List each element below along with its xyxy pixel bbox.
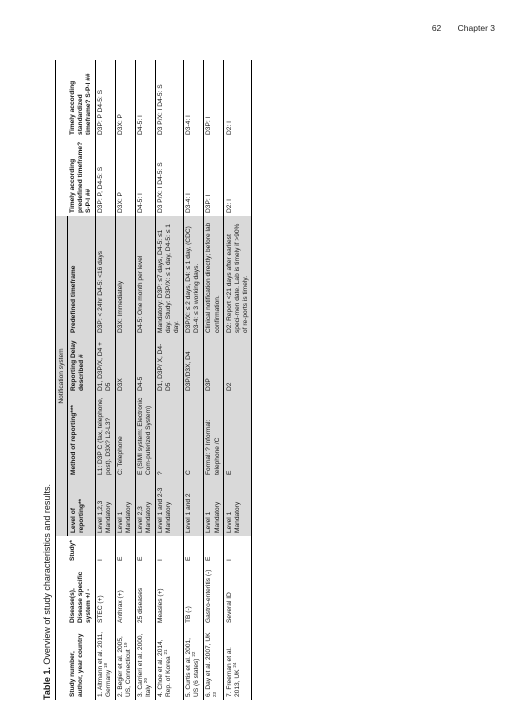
table-row [224, 60, 252, 700]
table-row [115, 60, 135, 700]
cell-text: Level 1 Mandatory [225, 501, 241, 533]
cell-level [183, 478, 203, 536]
cell-text: Anthrax (+) [117, 590, 125, 623]
cell-timely-standardized [203, 60, 223, 138]
cell-text: D3-4: I [185, 193, 193, 213]
cell-level [135, 478, 155, 536]
cell-timely-predefined [203, 138, 223, 216]
cell-timely-standardized [224, 60, 252, 138]
reference-number: 23 [211, 691, 217, 697]
cell-text: D3P/D3X, D4 [185, 351, 193, 391]
header-group-row [56, 60, 68, 700]
cell-study [203, 626, 223, 700]
cell-text: D3P: P, D4-5: S [97, 166, 105, 213]
cell-timeframe [183, 216, 203, 336]
cell-timely-predefined [135, 138, 155, 216]
cell-method [203, 394, 223, 478]
cell-text: 5. Curtis et al. 2001, US (6 states) [185, 637, 201, 697]
cell-study [95, 626, 115, 700]
cell-timeframe [224, 216, 252, 336]
cell-timeframe [155, 216, 183, 336]
cell-text: Level 1,2,3 Mandatory [97, 500, 113, 533]
cell-text: Level 1 Mandatory [205, 501, 221, 533]
reference-number: 24 [231, 662, 237, 668]
cell-text: D2: Report <21 days after earliest speci-men date. Lab is timely if >90% of re-ports is timely. [225, 223, 249, 333]
cell-text: Formal: ? Informal: telephone /C [205, 419, 221, 475]
cell-disease [95, 564, 115, 626]
cell-level [155, 478, 183, 536]
notification-group-header: Notification system [56, 216, 68, 536]
col-header-timeframe: Predefined timeframe [68, 216, 96, 336]
cell-timely-predefined [183, 138, 203, 216]
cell-level [115, 478, 135, 536]
cell-delay [95, 336, 115, 394]
cell-disease [224, 564, 252, 626]
table-caption-text: Overview of study characteristics and results. [42, 484, 52, 665]
cell-disease [203, 564, 223, 626]
cell-timely-standardized [135, 60, 155, 138]
cell-text: D4-5: I [137, 115, 145, 135]
cell-text: D4-5: I [137, 193, 145, 213]
cell-study [115, 626, 135, 700]
cell-text: D3P/X: ≤ 2 days, D4: ≤ 1 day, (CDC) D3-4: ≤ 3 working days. [185, 226, 201, 333]
cell-timely-predefined [95, 138, 115, 216]
cell-text: E [225, 470, 233, 475]
cell-study-type [183, 536, 203, 564]
cell-delay [115, 336, 135, 394]
cell-text: I [157, 559, 165, 561]
cell-study-type [135, 536, 155, 564]
cell-timely-predefined [155, 138, 183, 216]
cell-text: D3P: I [205, 116, 213, 135]
cell-text: D3P: < 24hr D4-5: <16 days [97, 250, 105, 333]
cell-delay [224, 336, 252, 394]
cell-text: E [137, 556, 145, 561]
cell-text: L1: D3P C (fax, telephone, post). D3X? L2-L3? [97, 397, 113, 475]
cell-timely-standardized [115, 60, 135, 138]
cell-study [224, 626, 252, 700]
reference-number: 18 [102, 663, 108, 669]
cell-study-type [224, 536, 252, 564]
page-header [432, 23, 495, 33]
cell-delay [155, 336, 183, 394]
cell-disease [183, 564, 203, 626]
cell-text: 25 diseases [137, 587, 145, 623]
table-row [135, 60, 155, 700]
cell-text: D3P [205, 378, 213, 391]
cell-text: D2: I [225, 121, 233, 135]
cell-method [95, 394, 115, 478]
cell-level [224, 478, 252, 536]
cell-timeframe [135, 216, 155, 336]
cell-timeframe [203, 216, 223, 336]
cell-delay [183, 336, 203, 394]
cell-text: D3X: Immediately [117, 280, 125, 333]
cell-disease [155, 564, 183, 626]
cell-method [155, 394, 183, 478]
cell-text: D3 P/X: I D4-5: S [157, 162, 165, 213]
cell-method [224, 394, 252, 478]
table-caption [42, 60, 52, 700]
cell-text: D4-5 [137, 376, 145, 391]
cell-text: C [185, 470, 193, 475]
cell-text: D4-5: One month per level [137, 255, 145, 333]
reference-number: 22 [191, 651, 197, 657]
table-caption-label: Table 1. [42, 667, 52, 700]
cell-text: 1. Altmann et al. 2011, Germany [97, 631, 113, 697]
cell-text: I [225, 559, 233, 561]
col-header-study-type: Study* [68, 536, 96, 564]
cell-text: Level 2,3 Mandatory [137, 501, 153, 533]
cell-timely-predefined [115, 138, 135, 216]
cell-disease [115, 564, 135, 626]
cell-text: D1, D3P/X, D4 + D5 [97, 342, 113, 391]
cell-text: C: Telephone [117, 436, 125, 475]
cell-timely-standardized [183, 60, 203, 138]
reference-number: 19 [123, 642, 129, 648]
cell-study [155, 626, 183, 700]
cell-text: TB (-) [185, 606, 193, 623]
cell-text: Level 1 Mandatory [117, 501, 133, 533]
rotated-table-block [42, 60, 472, 700]
header-columns-row [68, 60, 96, 700]
cell-method [135, 394, 155, 478]
cell-text: ? [157, 471, 165, 475]
table-row [95, 60, 115, 700]
col-header-timely-standardized: Timely according standardized timeframe? S-P-I ## [68, 60, 96, 138]
cell-text: D2: I [225, 199, 233, 213]
cell-text: I [97, 559, 105, 561]
cell-timely-predefined [224, 138, 252, 216]
study-characteristics-table [55, 60, 252, 700]
cell-study-type [155, 536, 183, 564]
table-row [183, 60, 203, 700]
table-row [203, 60, 223, 700]
cell-study [135, 626, 155, 700]
cell-method [115, 394, 135, 478]
reference-number: 20 [143, 678, 149, 684]
col-header-study: Study number, author, year country [68, 626, 96, 700]
cell-study [183, 626, 203, 700]
cell-text: D3X: P [117, 114, 125, 135]
cell-text: D3P: P D4-5: S [97, 90, 105, 135]
cell-text: D3P: I [205, 194, 213, 213]
cell-text: D3 P/X: I D4-5: S [157, 84, 165, 135]
table-body [95, 60, 252, 700]
cell-text: D3X: P [117, 192, 125, 213]
cell-timely-standardized [155, 60, 183, 138]
cell-text: 4. Choe et al. 2014, Rep. of Korea [157, 639, 173, 697]
cell-delay [203, 336, 223, 394]
cell-text: Level 1 and 2-3 Mandatory [157, 487, 173, 533]
cell-text: E [117, 556, 125, 561]
cell-study-type [115, 536, 135, 564]
cell-text: Clinical notification directly; before lab confirmation. [205, 222, 221, 333]
col-header-level: Level of reporting** [68, 478, 96, 536]
cell-text: E [205, 556, 213, 561]
reference-number: 21 [163, 649, 169, 655]
cell-timely-standardized [95, 60, 115, 138]
cell-study-type [203, 536, 223, 564]
table-row [155, 60, 183, 700]
cell-text: 2. Begier et al. 2005, US, Connecticut [117, 636, 133, 697]
col-header-timely-predefined: Timely according predefined timeframe? S-P-I ## [68, 138, 96, 216]
cell-method [183, 394, 203, 478]
col-header-delay: Reporting Delay described # [68, 336, 96, 394]
cell-text: D3X [117, 378, 125, 391]
cell-text: STEC (+) [97, 595, 105, 623]
page-number: 62 [431, 23, 442, 33]
cell-text: Several ID [225, 592, 233, 623]
cell-level [203, 478, 223, 536]
cell-text: Gastro-enteritis (-) [205, 569, 213, 623]
cell-text: E (SIMI system: Electronic Com-puterized System) [137, 397, 153, 475]
cell-text: Mandatory: D3P: ≤7 days, D4-5: ≤1 day. Study: D3P/X: ≤ 1 day, D4-5: ≤ 1 day. [157, 224, 181, 333]
cell-text: Measles (+) [157, 588, 165, 623]
cell-text: D3-4: I [185, 115, 193, 135]
cell-text: Level 1 and 2 [185, 493, 193, 533]
cell-level [95, 478, 115, 536]
cell-text: 7. Freeman et al. 2013, UK [225, 647, 241, 697]
cell-timeframe [95, 216, 115, 336]
chapter-title: Chapter 3 [457, 23, 495, 33]
col-header-disease: Disease(s), Disease specific system +/ - [68, 564, 96, 626]
cell-disease [135, 564, 155, 626]
cell-study-type [95, 536, 115, 564]
cell-delay [135, 336, 155, 394]
cell-text: 3. Carrieri et al. 2000, Italy [137, 633, 153, 697]
cell-text: 6. Day et al. 2007, UK [205, 632, 213, 697]
col-header-method: Method of reporting*** [68, 394, 96, 478]
cell-text: E [185, 556, 193, 561]
cell-text: D1, D3P/ X, D4-D5 [157, 343, 173, 391]
cell-text: D2 [225, 382, 233, 391]
cell-timeframe [115, 216, 135, 336]
